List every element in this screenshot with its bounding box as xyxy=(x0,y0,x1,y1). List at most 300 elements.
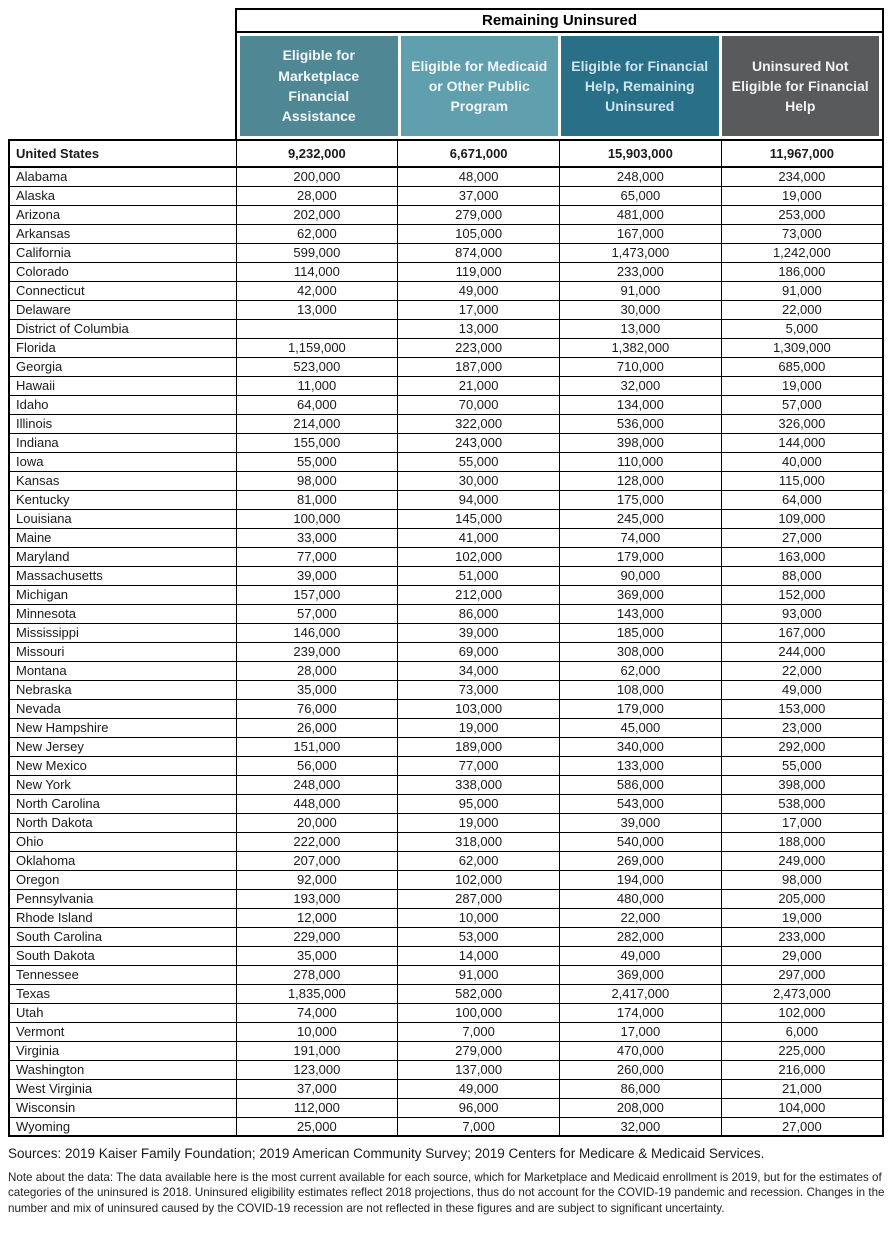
value-cell: 185,000 xyxy=(560,623,722,642)
table-row xyxy=(9,661,883,680)
value-cell: 523,000 xyxy=(236,357,398,376)
value-cell: 39,000 xyxy=(236,566,398,585)
table-row xyxy=(9,794,883,813)
value-cell: 73,000 xyxy=(398,680,560,699)
table-row xyxy=(9,737,883,756)
table-row xyxy=(9,775,883,794)
state-name-cell: Arizona xyxy=(9,205,236,224)
value-cell: 144,000 xyxy=(721,433,883,452)
value-cell: 369,000 xyxy=(560,965,722,984)
value-cell: 212,000 xyxy=(398,585,560,604)
value-cell: 28,000 xyxy=(236,186,398,205)
value-cell: 91,000 xyxy=(560,281,722,300)
state-name-cell: Florida xyxy=(9,338,236,357)
value-cell: 69,000 xyxy=(398,642,560,661)
state-name-cell: Hawaii xyxy=(9,376,236,395)
value-cell: 29,000 xyxy=(721,946,883,965)
value-cell: 322,000 xyxy=(398,414,560,433)
table-row xyxy=(9,1117,883,1136)
value-cell: 22,000 xyxy=(721,661,883,680)
value-cell: 369,000 xyxy=(560,585,722,604)
value-cell: 13,000 xyxy=(398,319,560,338)
data-note: Note about the data: The data available here is the most current available for each source, which for Marketplace and Medicaid enrollment is 2019, but for the estimates of categories of the uninsured is 2018. Uninsured eligibility estimates reflect 2018 projections, thus do not account for the COVID-19 pandemic and recession. Changes in the number and mix of uninsured caused by the COVID-19 recession are not reflected in these figures and are subject to significant uncertainty. xyxy=(8,1171,885,1215)
table-row xyxy=(9,889,883,908)
table-title: Remaining Uninsured xyxy=(237,8,882,33)
value-cell: 134,000 xyxy=(560,395,722,414)
value-cell: 188,000 xyxy=(721,832,883,851)
column-header-marketplace: Eligible for Marketplace Financial Assistance xyxy=(240,36,398,136)
state-name-cell: Kentucky xyxy=(9,490,236,509)
value-cell: 11,000 xyxy=(236,376,398,395)
value-cell: 92,000 xyxy=(236,870,398,889)
column-header-financial-help: Eligible for Financial Help, Remaining Uninsured xyxy=(561,36,719,136)
value-cell: 338,000 xyxy=(398,775,560,794)
value-cell: 174,000 xyxy=(560,1003,722,1022)
value-cell: 22,000 xyxy=(560,908,722,927)
value-cell: 57,000 xyxy=(721,395,883,414)
value-cell: 470,000 xyxy=(560,1041,722,1060)
state-name-cell: Colorado xyxy=(9,262,236,281)
state-name-cell: Oregon xyxy=(9,870,236,889)
total-row-label: United States xyxy=(9,140,236,167)
value-cell: 146,000 xyxy=(236,623,398,642)
table-row xyxy=(9,756,883,775)
value-cell: 45,000 xyxy=(560,718,722,737)
total-value-cell: 11,967,000 xyxy=(721,140,883,167)
value-cell: 137,000 xyxy=(398,1060,560,1079)
table-row xyxy=(9,604,883,623)
value-cell: 175,000 xyxy=(560,490,722,509)
value-cell: 27,000 xyxy=(721,1117,883,1136)
value-cell: 1,159,000 xyxy=(236,338,398,357)
value-cell: 1,473,000 xyxy=(560,243,722,262)
value-cell: 70,000 xyxy=(398,395,560,414)
state-name-cell: Iowa xyxy=(9,452,236,471)
table-row xyxy=(9,167,883,186)
state-name-cell: Wisconsin xyxy=(9,1098,236,1117)
value-cell: 540,000 xyxy=(560,832,722,851)
value-cell: 153,000 xyxy=(721,699,883,718)
value-cell: 114,000 xyxy=(236,262,398,281)
state-name-cell: South Dakota xyxy=(9,946,236,965)
table-row xyxy=(9,1041,883,1060)
value-cell: 98,000 xyxy=(236,471,398,490)
value-cell: 62,000 xyxy=(398,851,560,870)
value-cell: 10,000 xyxy=(398,908,560,927)
value-cell: 536,000 xyxy=(560,414,722,433)
value-cell: 874,000 xyxy=(398,243,560,262)
value-cell: 17,000 xyxy=(721,813,883,832)
value-cell: 167,000 xyxy=(721,623,883,642)
table-row xyxy=(9,376,883,395)
value-cell: 448,000 xyxy=(236,794,398,813)
value-cell: 26,000 xyxy=(236,718,398,737)
state-name-cell: Texas xyxy=(9,984,236,1003)
value-cell: 41,000 xyxy=(398,528,560,547)
state-name-cell: Utah xyxy=(9,1003,236,1022)
value-cell: 586,000 xyxy=(560,775,722,794)
total-value-cell: 9,232,000 xyxy=(236,140,398,167)
value-cell: 105,000 xyxy=(398,224,560,243)
column-header-row xyxy=(237,33,882,139)
state-name-cell: Indiana xyxy=(9,433,236,452)
state-name-cell: Missouri xyxy=(9,642,236,661)
value-cell: 208,000 xyxy=(560,1098,722,1117)
value-cell: 30,000 xyxy=(560,300,722,319)
value-cell: 13,000 xyxy=(560,319,722,338)
table-row xyxy=(9,623,883,642)
state-name-cell: South Carolina xyxy=(9,927,236,946)
value-cell: 233,000 xyxy=(721,927,883,946)
state-name-cell: Michigan xyxy=(9,585,236,604)
value-cell: 20,000 xyxy=(236,813,398,832)
value-cell: 193,000 xyxy=(236,889,398,908)
value-cell: 143,000 xyxy=(560,604,722,623)
state-name-cell: Oklahoma xyxy=(9,851,236,870)
table-row xyxy=(9,224,883,243)
table-row xyxy=(9,452,883,471)
value-cell: 77,000 xyxy=(398,756,560,775)
value-cell: 17,000 xyxy=(560,1022,722,1041)
state-name-cell: District of Columbia xyxy=(9,319,236,338)
state-name-cell: Tennessee xyxy=(9,965,236,984)
table-header-area xyxy=(235,8,884,139)
value-cell: 86,000 xyxy=(398,604,560,623)
state-name-cell: Kansas xyxy=(9,471,236,490)
value-cell: 225,000 xyxy=(721,1041,883,1060)
value-cell: 56,000 xyxy=(236,756,398,775)
table-row xyxy=(9,1022,883,1041)
value-cell: 35,000 xyxy=(236,680,398,699)
value-cell: 53,000 xyxy=(398,927,560,946)
table-row xyxy=(9,1003,883,1022)
state-name-cell: Nevada xyxy=(9,699,236,718)
value-cell: 287,000 xyxy=(398,889,560,908)
value-cell: 2,473,000 xyxy=(721,984,883,1003)
value-cell: 582,000 xyxy=(398,984,560,1003)
table-row xyxy=(9,262,883,281)
state-name-cell: Idaho xyxy=(9,395,236,414)
value-cell: 1,309,000 xyxy=(721,338,883,357)
table-row xyxy=(9,414,883,433)
value-cell: 194,000 xyxy=(560,870,722,889)
value-cell: 253,000 xyxy=(721,205,883,224)
value-cell: 167,000 xyxy=(560,224,722,243)
value-cell: 292,000 xyxy=(721,737,883,756)
state-name-cell: Louisiana xyxy=(9,509,236,528)
value-cell: 35,000 xyxy=(236,946,398,965)
value-cell: 163,000 xyxy=(721,547,883,566)
value-cell: 55,000 xyxy=(398,452,560,471)
value-cell: 207,000 xyxy=(236,851,398,870)
value-cell: 19,000 xyxy=(398,813,560,832)
state-name-cell: Vermont xyxy=(9,1022,236,1041)
table-row xyxy=(9,395,883,414)
state-name-cell: Washington xyxy=(9,1060,236,1079)
value-cell: 55,000 xyxy=(236,452,398,471)
table-body xyxy=(9,140,883,1136)
value-cell: 100,000 xyxy=(398,1003,560,1022)
value-cell: 42,000 xyxy=(236,281,398,300)
value-cell: 22,000 xyxy=(721,300,883,319)
value-cell: 205,000 xyxy=(721,889,883,908)
value-cell: 73,000 xyxy=(721,224,883,243)
state-name-cell: Massachusetts xyxy=(9,566,236,585)
value-cell: 49,000 xyxy=(721,680,883,699)
value-cell: 119,000 xyxy=(398,262,560,281)
value-cell: 74,000 xyxy=(560,528,722,547)
value-cell: 37,000 xyxy=(398,186,560,205)
value-cell: 74,000 xyxy=(236,1003,398,1022)
total-value-cell: 15,903,000 xyxy=(560,140,722,167)
value-cell: 340,000 xyxy=(560,737,722,756)
value-cell: 77,000 xyxy=(236,547,398,566)
value-cell: 94,000 xyxy=(398,490,560,509)
value-cell: 30,000 xyxy=(398,471,560,490)
value-cell: 223,000 xyxy=(398,338,560,357)
value-cell: 96,000 xyxy=(398,1098,560,1117)
table-row xyxy=(9,699,883,718)
table-row xyxy=(9,566,883,585)
value-cell: 25,000 xyxy=(236,1117,398,1136)
table-row xyxy=(9,547,883,566)
value-cell: 110,000 xyxy=(560,452,722,471)
value-cell: 157,000 xyxy=(236,585,398,604)
value-cell: 21,000 xyxy=(398,376,560,395)
value-cell: 98,000 xyxy=(721,870,883,889)
table-row xyxy=(9,528,883,547)
table-row xyxy=(9,338,883,357)
state-name-cell: Mississippi xyxy=(9,623,236,642)
table-row xyxy=(9,851,883,870)
table-row xyxy=(9,319,883,338)
state-name-cell: Montana xyxy=(9,661,236,680)
value-cell: 64,000 xyxy=(236,395,398,414)
value-cell: 234,000 xyxy=(721,167,883,186)
value-cell: 88,000 xyxy=(721,566,883,585)
value-cell: 239,000 xyxy=(236,642,398,661)
value-cell: 49,000 xyxy=(560,946,722,965)
value-cell: 76,000 xyxy=(236,699,398,718)
total-value-cell: 6,671,000 xyxy=(398,140,560,167)
value-cell: 39,000 xyxy=(560,813,722,832)
state-name-cell: California xyxy=(9,243,236,262)
table-row xyxy=(9,965,883,984)
state-name-cell: Alaska xyxy=(9,186,236,205)
table-row xyxy=(9,908,883,927)
value-cell: 214,000 xyxy=(236,414,398,433)
value-cell: 112,000 xyxy=(236,1098,398,1117)
table-row xyxy=(9,509,883,528)
value-cell: 179,000 xyxy=(560,699,722,718)
table-row xyxy=(9,870,883,889)
value-cell: 90,000 xyxy=(560,566,722,585)
value-cell: 189,000 xyxy=(398,737,560,756)
value-cell: 28,000 xyxy=(236,661,398,680)
value-cell: 91,000 xyxy=(398,965,560,984)
value-cell: 65,000 xyxy=(560,186,722,205)
value-cell: 93,000 xyxy=(721,604,883,623)
value-cell: 248,000 xyxy=(236,775,398,794)
table-row xyxy=(9,984,883,1003)
value-cell: 17,000 xyxy=(398,300,560,319)
value-cell: 685,000 xyxy=(721,357,883,376)
value-cell: 62,000 xyxy=(560,661,722,680)
value-cell: 269,000 xyxy=(560,851,722,870)
value-cell: 115,000 xyxy=(721,471,883,490)
value-cell: 19,000 xyxy=(721,376,883,395)
value-cell: 102,000 xyxy=(721,1003,883,1022)
value-cell: 308,000 xyxy=(560,642,722,661)
value-cell: 202,000 xyxy=(236,205,398,224)
table-row xyxy=(9,433,883,452)
state-name-cell: New Hampshire xyxy=(9,718,236,737)
table-row xyxy=(9,490,883,509)
state-name-cell: Wyoming xyxy=(9,1117,236,1136)
value-cell: 55,000 xyxy=(721,756,883,775)
value-cell: 103,000 xyxy=(398,699,560,718)
value-cell: 27,000 xyxy=(721,528,883,547)
value-cell: 21,000 xyxy=(721,1079,883,1098)
table-row xyxy=(9,471,883,490)
value-cell: 278,000 xyxy=(236,965,398,984)
state-name-cell: Alabama xyxy=(9,167,236,186)
state-name-cell: Minnesota xyxy=(9,604,236,623)
value-cell: 13,000 xyxy=(236,300,398,319)
table-row xyxy=(9,1060,883,1079)
value-cell: 297,000 xyxy=(721,965,883,984)
value-cell: 12,000 xyxy=(236,908,398,927)
table-row xyxy=(9,585,883,604)
value-cell: 248,000 xyxy=(560,167,722,186)
value-cell: 19,000 xyxy=(721,908,883,927)
value-cell: 155,000 xyxy=(236,433,398,452)
table-row xyxy=(9,1079,883,1098)
value-cell: 1,242,000 xyxy=(721,243,883,262)
table-row xyxy=(9,300,883,319)
state-name-cell: Ohio xyxy=(9,832,236,851)
value-cell: 222,000 xyxy=(236,832,398,851)
state-name-cell: North Dakota xyxy=(9,813,236,832)
table-row xyxy=(9,946,883,965)
value-cell: 249,000 xyxy=(721,851,883,870)
value-cell: 599,000 xyxy=(236,243,398,262)
table-row xyxy=(9,813,883,832)
value-cell: 398,000 xyxy=(721,775,883,794)
state-name-cell: New Mexico xyxy=(9,756,236,775)
table-row xyxy=(9,680,883,699)
value-cell: 100,000 xyxy=(236,509,398,528)
value-cell: 133,000 xyxy=(560,756,722,775)
value-cell: 2,417,000 xyxy=(560,984,722,1003)
value-cell: 186,000 xyxy=(721,262,883,281)
state-name-cell: Maine xyxy=(9,528,236,547)
column-header-medicaid: Eligible for Medicaid or Other Public Program xyxy=(401,36,559,136)
value-cell: 19,000 xyxy=(398,718,560,737)
value-cell: 480,000 xyxy=(560,889,722,908)
value-cell: 279,000 xyxy=(398,205,560,224)
table-row xyxy=(9,718,883,737)
value-cell: 543,000 xyxy=(560,794,722,813)
state-name-cell: Illinois xyxy=(9,414,236,433)
value-cell: 62,000 xyxy=(236,224,398,243)
value-cell: 51,000 xyxy=(398,566,560,585)
table-row xyxy=(9,1098,883,1117)
value-cell: 191,000 xyxy=(236,1041,398,1060)
uninsured-data-table xyxy=(8,139,884,1137)
column-header-not-eligible: Uninsured Not Eligible for Financial Help xyxy=(722,36,880,136)
value-cell: 109,000 xyxy=(721,509,883,528)
state-name-cell: New Jersey xyxy=(9,737,236,756)
state-name-cell: Virginia xyxy=(9,1041,236,1060)
state-name-cell: West Virginia xyxy=(9,1079,236,1098)
state-name-cell: Pennsylvania xyxy=(9,889,236,908)
sources-line: Sources: 2019 Kaiser Family Foundation; 2019 American Community Survey; 2019 Centers for Medicare & Medicaid Services. xyxy=(8,1146,765,1161)
table-row xyxy=(9,243,883,262)
value-cell: 95,000 xyxy=(398,794,560,813)
value-cell: 104,000 xyxy=(721,1098,883,1117)
value-cell: 538,000 xyxy=(721,794,883,813)
value-cell: 123,000 xyxy=(236,1060,398,1079)
value-cell: 40,000 xyxy=(721,452,883,471)
state-name-cell: Maryland xyxy=(9,547,236,566)
table-row xyxy=(9,357,883,376)
value-cell: 19,000 xyxy=(721,186,883,205)
value-cell: 23,000 xyxy=(721,718,883,737)
value-cell xyxy=(236,319,398,338)
value-cell: 32,000 xyxy=(560,1117,722,1136)
value-cell: 5,000 xyxy=(721,319,883,338)
value-cell: 91,000 xyxy=(721,281,883,300)
table-row xyxy=(9,927,883,946)
value-cell: 187,000 xyxy=(398,357,560,376)
value-cell: 151,000 xyxy=(236,737,398,756)
value-cell: 48,000 xyxy=(398,167,560,186)
value-cell: 81,000 xyxy=(236,490,398,509)
value-cell: 7,000 xyxy=(398,1022,560,1041)
state-name-cell: Connecticut xyxy=(9,281,236,300)
value-cell: 244,000 xyxy=(721,642,883,661)
value-cell: 86,000 xyxy=(560,1079,722,1098)
value-cell: 102,000 xyxy=(398,870,560,889)
value-cell: 481,000 xyxy=(560,205,722,224)
value-cell: 39,000 xyxy=(398,623,560,642)
value-cell: 152,000 xyxy=(721,585,883,604)
value-cell: 10,000 xyxy=(236,1022,398,1041)
value-cell: 64,000 xyxy=(721,490,883,509)
value-cell: 108,000 xyxy=(560,680,722,699)
state-name-cell: Arkansas xyxy=(9,224,236,243)
value-cell: 7,000 xyxy=(398,1117,560,1136)
table-row xyxy=(9,281,883,300)
value-cell: 179,000 xyxy=(560,547,722,566)
value-cell: 243,000 xyxy=(398,433,560,452)
state-name-cell: Georgia xyxy=(9,357,236,376)
state-name-cell: Rhode Island xyxy=(9,908,236,927)
value-cell: 1,835,000 xyxy=(236,984,398,1003)
value-cell: 200,000 xyxy=(236,167,398,186)
value-cell: 32,000 xyxy=(560,376,722,395)
state-name-cell: Delaware xyxy=(9,300,236,319)
value-cell: 1,382,000 xyxy=(560,338,722,357)
value-cell: 37,000 xyxy=(236,1079,398,1098)
value-cell: 245,000 xyxy=(560,509,722,528)
value-cell: 318,000 xyxy=(398,832,560,851)
value-cell: 216,000 xyxy=(721,1060,883,1079)
value-cell: 34,000 xyxy=(398,661,560,680)
value-cell: 33,000 xyxy=(236,528,398,547)
table-row xyxy=(9,832,883,851)
